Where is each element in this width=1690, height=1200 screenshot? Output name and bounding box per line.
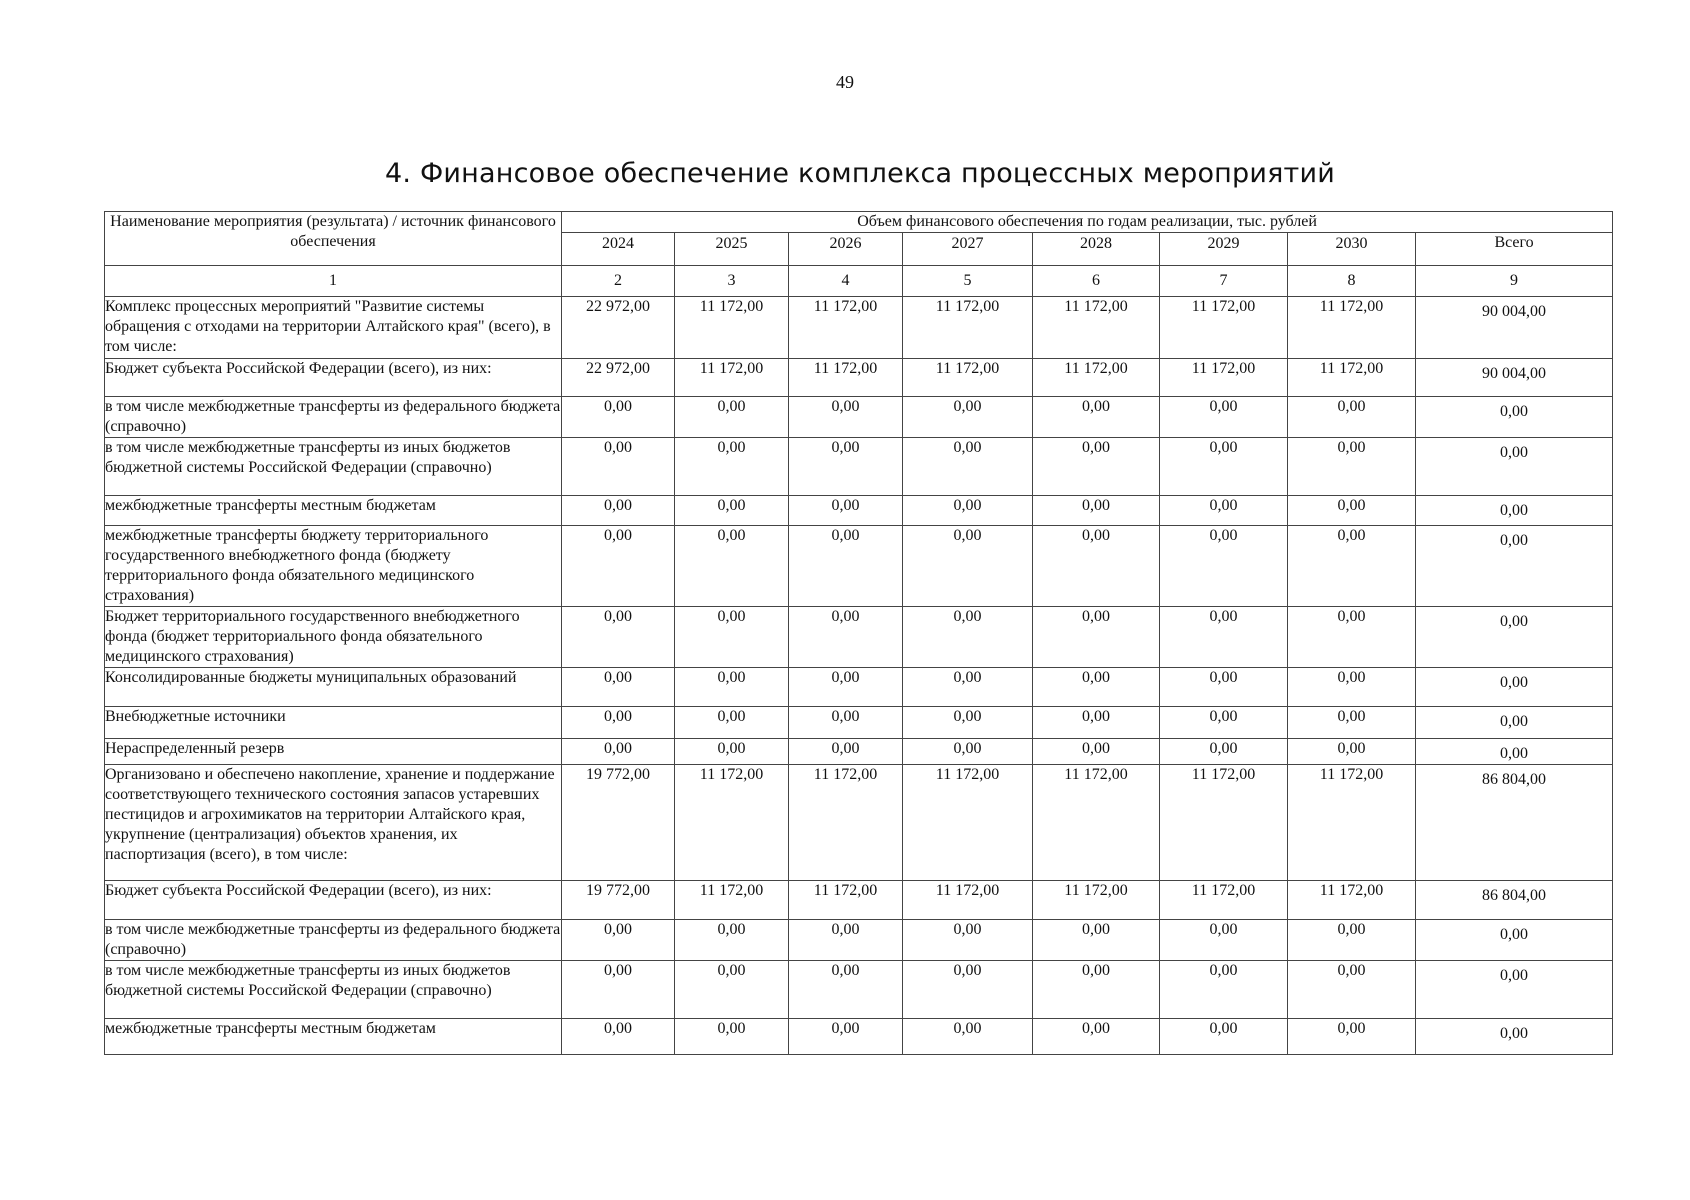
value-cell-2028: 0,00	[1033, 961, 1160, 1019]
value-cell-2030: 11 172,00	[1288, 359, 1416, 397]
value-cell-2026: 0,00	[789, 438, 903, 496]
header-row-group	[105, 212, 1613, 233]
value-cell-2029: 11 172,00	[1160, 297, 1288, 359]
total-cell: 0,00	[1416, 920, 1613, 961]
table-body	[105, 297, 1613, 1055]
value-cell-2030: 0,00	[1288, 496, 1416, 526]
value-cell-2026: 0,00	[789, 397, 903, 438]
value-cell-2025: 11 172,00	[675, 881, 789, 920]
total-cell: 0,00	[1416, 739, 1613, 765]
value-cell-2026: 0,00	[789, 1019, 903, 1055]
total-cell: 0,00	[1416, 397, 1613, 438]
value-cell-2024: 19 772,00	[562, 881, 675, 920]
row-name-cell: в том числе межбюджетные трансферты из иных бюджетов бюджетной системы Российской Федерации (справочно)	[105, 961, 562, 1019]
value-cell-2025: 11 172,00	[675, 765, 789, 881]
row-name-cell: в том числе межбюджетные трансферты из федерального бюджета (справочно)	[105, 397, 562, 438]
value-cell-2029: 11 172,00	[1160, 765, 1288, 881]
value-cell-2024: 22 972,00	[562, 359, 675, 397]
row-name-cell: в том числе межбюджетные трансферты из иных бюджетов бюджетной системы Российской Федерации (справочно)	[105, 438, 562, 496]
value-cell-2024: 0,00	[562, 707, 675, 739]
column-number: 3	[675, 266, 789, 297]
value-cell-2025: 0,00	[675, 739, 789, 765]
value-cell-2028: 0,00	[1033, 607, 1160, 668]
column-number: 6	[1033, 266, 1160, 297]
header-year-2028: 2028	[1033, 233, 1160, 266]
table-row	[105, 496, 1613, 526]
value-cell-2025: 0,00	[675, 668, 789, 707]
value-cell-2028: 0,00	[1033, 496, 1160, 526]
value-cell-2029: 0,00	[1160, 607, 1288, 668]
value-cell-2029: 0,00	[1160, 526, 1288, 607]
row-name-cell: Консолидированные бюджеты муниципальных образований	[105, 668, 562, 707]
value-cell-2027: 0,00	[903, 961, 1033, 1019]
value-cell-2026: 0,00	[789, 668, 903, 707]
value-cell-2028: 0,00	[1033, 526, 1160, 607]
column-number: 2	[562, 266, 675, 297]
table-row	[105, 668, 1613, 707]
table-row	[105, 1019, 1613, 1055]
table-row	[105, 920, 1613, 961]
value-cell-2030: 0,00	[1288, 707, 1416, 739]
value-cell-2029: 0,00	[1160, 496, 1288, 526]
table-row	[105, 526, 1613, 607]
value-cell-2026: 11 172,00	[789, 359, 903, 397]
total-cell: 0,00	[1416, 961, 1613, 1019]
total-cell: 90 004,00	[1416, 359, 1613, 397]
value-cell-2026: 0,00	[789, 607, 903, 668]
header-year-2030: 2030	[1288, 233, 1416, 266]
value-cell-2027: 0,00	[903, 496, 1033, 526]
header-year-2027: 2027	[903, 233, 1033, 266]
value-cell-2030: 0,00	[1288, 668, 1416, 707]
table-row	[105, 961, 1613, 1019]
column-number: 9	[1416, 266, 1613, 297]
value-cell-2026: 11 172,00	[789, 881, 903, 920]
total-cell: 0,00	[1416, 1019, 1613, 1055]
value-cell-2030: 0,00	[1288, 920, 1416, 961]
value-cell-2026: 0,00	[789, 920, 903, 961]
total-cell: 0,00	[1416, 707, 1613, 739]
row-name-cell: Организовано и обеспечено накопление, хранение и поддержание соответствующего технического состояния запасов устаревших пестицидов и агрохимикатов на территории Алтайского края, укрупнение (централизация) объектов хранения, их паспортизация (всего), в том числе:	[105, 765, 562, 881]
header-year-2029: 2029	[1160, 233, 1288, 266]
table-row	[105, 707, 1613, 739]
header-total: Всего	[1416, 233, 1613, 266]
value-cell-2027: 0,00	[903, 438, 1033, 496]
page-title: 4. Финансовое обеспечение комплекса процессных мероприятий	[385, 158, 1335, 189]
header-year-2025: 2025	[675, 233, 789, 266]
value-cell-2025: 0,00	[675, 707, 789, 739]
row-name-cell: межбюджетные трансферты местным бюджетам	[105, 1019, 562, 1055]
value-cell-2029: 0,00	[1160, 438, 1288, 496]
value-cell-2030: 0,00	[1288, 961, 1416, 1019]
value-cell-2024: 0,00	[562, 920, 675, 961]
table-row	[105, 607, 1613, 668]
total-cell: 86 804,00	[1416, 765, 1613, 881]
value-cell-2030: 0,00	[1288, 1019, 1416, 1055]
value-cell-2030: 0,00	[1288, 526, 1416, 607]
table-row	[105, 438, 1613, 496]
value-cell-2024: 0,00	[562, 1019, 675, 1055]
value-cell-2029: 0,00	[1160, 1019, 1288, 1055]
total-cell: 0,00	[1416, 668, 1613, 707]
value-cell-2030: 11 172,00	[1288, 765, 1416, 881]
value-cell-2025: 0,00	[675, 397, 789, 438]
value-cell-2028: 0,00	[1033, 438, 1160, 496]
table-row	[105, 359, 1613, 397]
total-cell: 90 004,00	[1416, 297, 1613, 359]
column-number: 7	[1160, 266, 1288, 297]
value-cell-2024: 0,00	[562, 526, 675, 607]
value-cell-2025: 11 172,00	[675, 297, 789, 359]
value-cell-2027: 11 172,00	[903, 297, 1033, 359]
value-cell-2026: 0,00	[789, 526, 903, 607]
value-cell-2028: 11 172,00	[1033, 765, 1160, 881]
column-number: 4	[789, 266, 903, 297]
value-cell-2024: 0,00	[562, 438, 675, 496]
value-cell-2024: 0,00	[562, 739, 675, 765]
value-cell-2024: 19 772,00	[562, 765, 675, 881]
value-cell-2025: 0,00	[675, 526, 789, 607]
value-cell-2025: 0,00	[675, 496, 789, 526]
value-cell-2025: 11 172,00	[675, 359, 789, 397]
value-cell-2025: 0,00	[675, 961, 789, 1019]
value-cell-2028: 0,00	[1033, 707, 1160, 739]
value-cell-2027: 0,00	[903, 526, 1033, 607]
value-cell-2030: 0,00	[1288, 397, 1416, 438]
value-cell-2025: 0,00	[675, 920, 789, 961]
value-cell-2030: 11 172,00	[1288, 881, 1416, 920]
value-cell-2028: 0,00	[1033, 920, 1160, 961]
value-cell-2027: 0,00	[903, 668, 1033, 707]
row-name-cell: Бюджет территориального государственного внебюджетного фонда (бюджет территориального фонда обязательного медицинского страхования)	[105, 607, 562, 668]
value-cell-2027: 11 172,00	[903, 765, 1033, 881]
value-cell-2029: 0,00	[1160, 707, 1288, 739]
column-number: 1	[105, 266, 562, 297]
header-group-cell: Объем финансового обеспечения по годам реализации, тыс. рублей	[562, 212, 1613, 233]
page-number: 49	[836, 72, 854, 92]
value-cell-2030: 0,00	[1288, 438, 1416, 496]
value-cell-2026: 0,00	[789, 496, 903, 526]
value-cell-2024: 0,00	[562, 397, 675, 438]
value-cell-2028: 0,00	[1033, 668, 1160, 707]
row-name-cell: Бюджет субъекта Российской Федерации (всего), из них:	[105, 359, 562, 397]
value-cell-2026: 11 172,00	[789, 297, 903, 359]
value-cell-2029: 0,00	[1160, 668, 1288, 707]
value-cell-2025: 0,00	[675, 438, 789, 496]
value-cell-2025: 0,00	[675, 1019, 789, 1055]
table-row	[105, 765, 1613, 881]
value-cell-2029: 0,00	[1160, 920, 1288, 961]
total-cell: 0,00	[1416, 526, 1613, 607]
value-cell-2030: 11 172,00	[1288, 297, 1416, 359]
value-cell-2027: 0,00	[903, 397, 1033, 438]
value-cell-2028: 0,00	[1033, 1019, 1160, 1055]
value-cell-2028: 0,00	[1033, 739, 1160, 765]
value-cell-2027: 0,00	[903, 607, 1033, 668]
value-cell-2027: 11 172,00	[903, 881, 1033, 920]
table-row	[105, 397, 1613, 438]
value-cell-2026: 0,00	[789, 707, 903, 739]
row-name-cell: Нераспределенный резерв	[105, 739, 562, 765]
column-number: 8	[1288, 266, 1416, 297]
value-cell-2024: 0,00	[562, 961, 675, 1019]
table-row	[105, 881, 1613, 920]
table-row	[105, 739, 1613, 765]
header-year-2024: 2024	[562, 233, 675, 266]
column-number: 5	[903, 266, 1033, 297]
value-cell-2030: 0,00	[1288, 739, 1416, 765]
value-cell-2027: 0,00	[903, 920, 1033, 961]
header-name-cell: Наименование мероприятия (результата) / источник финансового обеспечения	[105, 212, 562, 266]
value-cell-2030: 0,00	[1288, 607, 1416, 668]
row-name-cell: межбюджетные трансферты бюджету территориального государственного внебюджетного фонда (бюджету территориального фонда обязательного медицинского страхования)	[105, 526, 562, 607]
value-cell-2026: 0,00	[789, 961, 903, 1019]
value-cell-2024: 22 972,00	[562, 297, 675, 359]
value-cell-2027: 0,00	[903, 739, 1033, 765]
value-cell-2029: 0,00	[1160, 961, 1288, 1019]
value-cell-2026: 11 172,00	[789, 765, 903, 881]
row-name-cell: Бюджет субъекта Российской Федерации (всего), из них:	[105, 881, 562, 920]
table-row	[105, 297, 1613, 359]
value-cell-2028: 11 172,00	[1033, 297, 1160, 359]
value-cell-2025: 0,00	[675, 607, 789, 668]
total-cell: 86 804,00	[1416, 881, 1613, 920]
value-cell-2026: 0,00	[789, 739, 903, 765]
value-cell-2029: 0,00	[1160, 397, 1288, 438]
row-name-cell: межбюджетные трансферты местным бюджетам	[105, 496, 562, 526]
total-cell: 0,00	[1416, 438, 1613, 496]
value-cell-2027: 0,00	[903, 707, 1033, 739]
value-cell-2027: 11 172,00	[903, 359, 1033, 397]
value-cell-2024: 0,00	[562, 668, 675, 707]
total-cell: 0,00	[1416, 496, 1613, 526]
value-cell-2029: 11 172,00	[1160, 359, 1288, 397]
value-cell-2024: 0,00	[562, 607, 675, 668]
value-cell-2028: 11 172,00	[1033, 359, 1160, 397]
value-cell-2024: 0,00	[562, 496, 675, 526]
financing-table	[104, 211, 1613, 1055]
header-year-2026: 2026	[789, 233, 903, 266]
value-cell-2027: 0,00	[903, 1019, 1033, 1055]
column-number-row	[105, 266, 1613, 297]
row-name-cell: Внебюджетные источники	[105, 707, 562, 739]
row-name-cell: в том числе межбюджетные трансферты из федерального бюджета (справочно)	[105, 920, 562, 961]
row-name-cell: Комплекс процессных мероприятий "Развитие системы обращения с отходами на территории Алтайского края" (всего), в том числе:	[105, 297, 562, 359]
total-cell: 0,00	[1416, 607, 1613, 668]
value-cell-2028: 11 172,00	[1033, 881, 1160, 920]
value-cell-2029: 11 172,00	[1160, 881, 1288, 920]
value-cell-2028: 0,00	[1033, 397, 1160, 438]
value-cell-2029: 0,00	[1160, 739, 1288, 765]
